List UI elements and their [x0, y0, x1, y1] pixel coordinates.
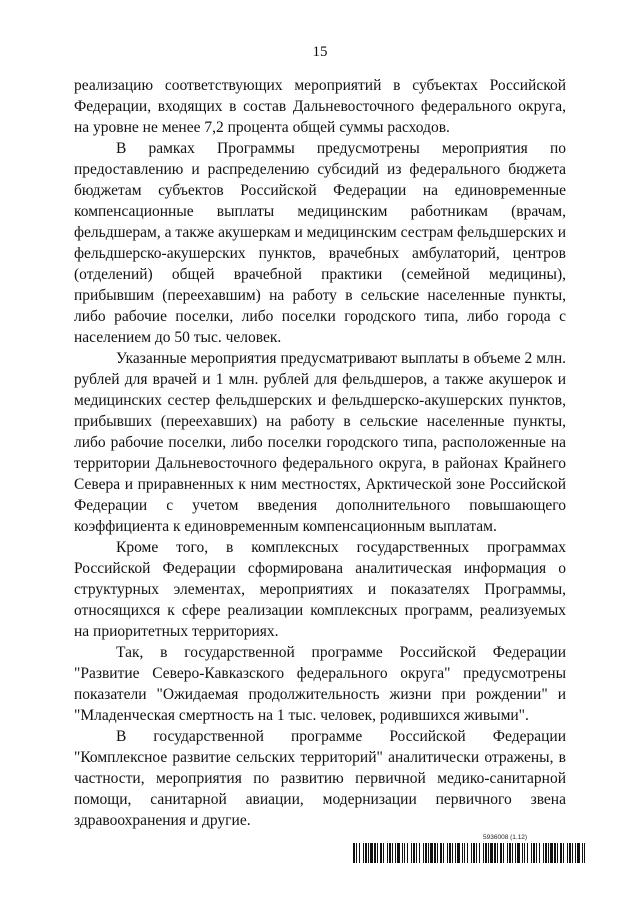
document-code: 5936008 (1.12) [483, 834, 528, 841]
barcode-icon [353, 843, 586, 863]
paragraph-4: Кроме того, в комплексных государственных программах Российской Федерации сформирована аналитическая информация о структурных элементах, мероприятиях и показателях Программы, относящихся к сфере реализации комплексных программ, реализуемых на приоритетных территориях. [74, 539, 566, 640]
page-number: 15 [312, 44, 328, 60]
paragraph-2: В рамках Программы предусмотрены мероприятия по предоставлению и распределению субсидий из федерального бюджета бюджетам субъектов Российской Федерации на единовременные компенсационные выплаты медицинским работникам (врачам, фельдшерам, а также акушеркам и медицинским сестрам фельдшерских и фельдшерско-акушерских пунктов, врачебных амбулаторий, центров (отделений) общей врачебной практики (семейной медицины), прибывшим (переехавшим) на работу в сельские населенные пункты, либо рабочие поселки, либо поселки городского типа, либо города с населением до 50 тыс. человек. [74, 140, 566, 346]
document-body [74, 75, 566, 831]
paragraph-5: Так, в государственной программе Российской Федерации "Развитие Северо-Кавказского федерального округа" предусмотрены показатели "Ожидаемая продолжительность жизни при рождении" и "Младенческая смертность на 1 тыс. человек, родившихся живыми". [74, 644, 566, 724]
paragraph-6: В государственной программе Российской Федерации "Комплексное развитие сельских территорий" аналитически отражены, в частности, мероприятия по развитию первичной медико-санитарной помощи, санитарной авиации, модернизации первичного звена здравоохранения и другие. [74, 728, 566, 829]
paragraph-1: реализацию соответствующих мероприятий в субъектах Российской Федерации, входящих в состав Дальневосточного федерального округа, на уровне не менее 7,2 процента общей суммы расходов. [74, 77, 566, 136]
paragraph-3: Указанные мероприятия предусматривают выплаты в объеме 2 млн. рублей для врачей и 1 млн. рублей для фельдшеров, а также акушерок и медицинских сестер фельдшерских и фельдшерско-акушерских пунктов, прибывших (переехавших) на работу в сельские населенные пункты, либо рабочие поселки, либо поселки городского типа, расположенные на территории Дальневосточного федерального округа, в районах Крайнего Севера и приравненных к ним местностях, Арктической зоне Российской Федерации с учетом введения дополнительного повышающего коэффициента к единовременным компенсационным выплатам. [74, 350, 566, 535]
